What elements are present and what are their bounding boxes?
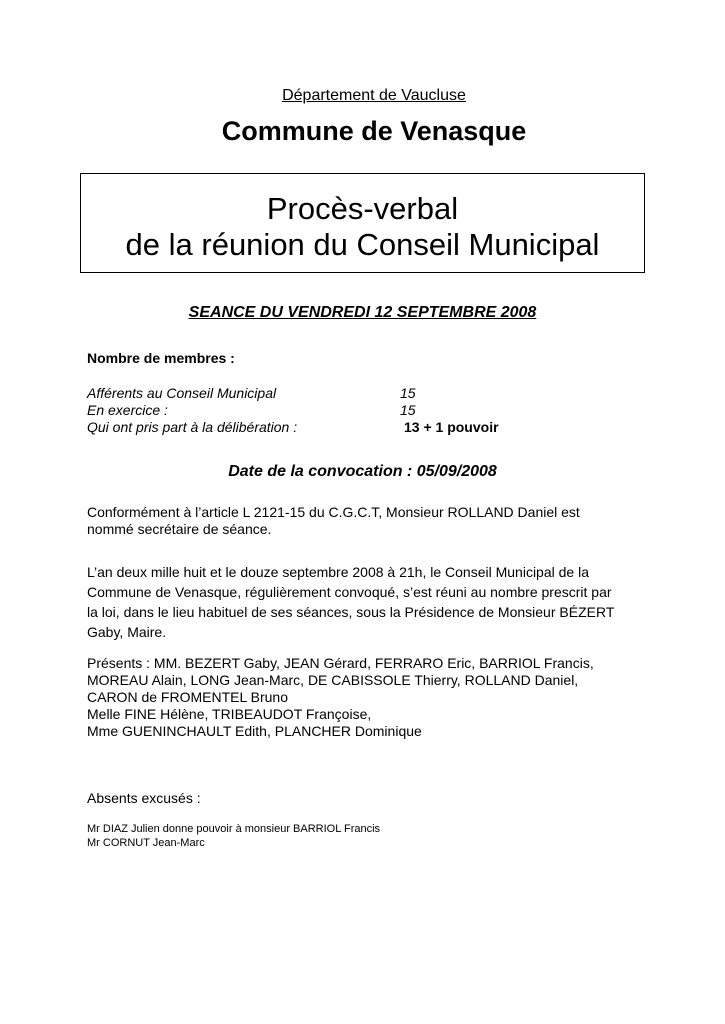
presents-line-2: MOREAU Alain, LONG Jean-Marc, DE CABISSOLE Thierry, ROLLAND Daniel, [87,672,579,688]
intro-line-2: Commune de Venasque, régulièrement convoqué, s’est réuni au nombre prescrit par [87,584,612,600]
absents-title: Absents excusés : [87,790,201,806]
commune-title: Commune de Venasque [221,116,527,146]
intro-line-1: L’an deux mille huit et le douze septembre 2008 à 21h, le Conseil Municipal de la [87,564,589,580]
absents-line-1: Mr DIAZ Julien donne pouvoir à monsieur BARRIOL Francis [87,823,381,835]
members-row-label: En exercice : [87,402,168,418]
convocation-date: Date de la convocation : 05/09/2008 [228,463,497,480]
members-row-label: Afférents au Conseil Municipal [87,385,277,401]
members-row-value: 13 + 1 pouvoir [404,419,499,435]
presents-line-1: Présents : MM. BEZERT Gaby, JEAN Gérard, FERRARO Eric, BARRIOL Francis, [87,655,594,671]
department-heading: Département de Vaucluse [282,87,466,104]
presents-line-4: Melle FINE Hélène, TRIBEAUDOT Françoise, [87,706,372,722]
absents-line-2: Mr CORNUT Jean-Marc [87,837,205,849]
secretary-line-2: nommé secrétaire de séance. [87,521,272,537]
presents-line-3: CARON de FROMENTEL Bruno [87,689,288,705]
intro-line-4: Gaby, Maire. [87,624,167,640]
intro-line-3: la loi, dans le lieu habituel de ses séances, sous la Présidence de Monsieur BÉZERT [87,604,615,620]
seance-heading: SEANCE DU VENDREDI 12 SEPTEMBRE 2008 [188,304,537,321]
title-box [80,173,645,273]
title-line-2: de la réunion du Conseil Municipal [125,227,600,262]
presents-line-5: Mme GUENINCHAULT Edith, PLANCHER Dominique [87,723,422,739]
members-row-value: 15 [400,402,416,418]
secretary-line-1: Conformément à l’article L 2121-15 du C.G.C.T, Monsieur ROLLAND Daniel est [87,504,580,520]
members-title: Nombre de membres : [87,350,235,366]
title-line-1: Procès-verbal [266,191,459,226]
members-row-value: 15 [400,385,416,401]
members-row-label: Qui ont pris part à la délibération : [87,419,298,435]
